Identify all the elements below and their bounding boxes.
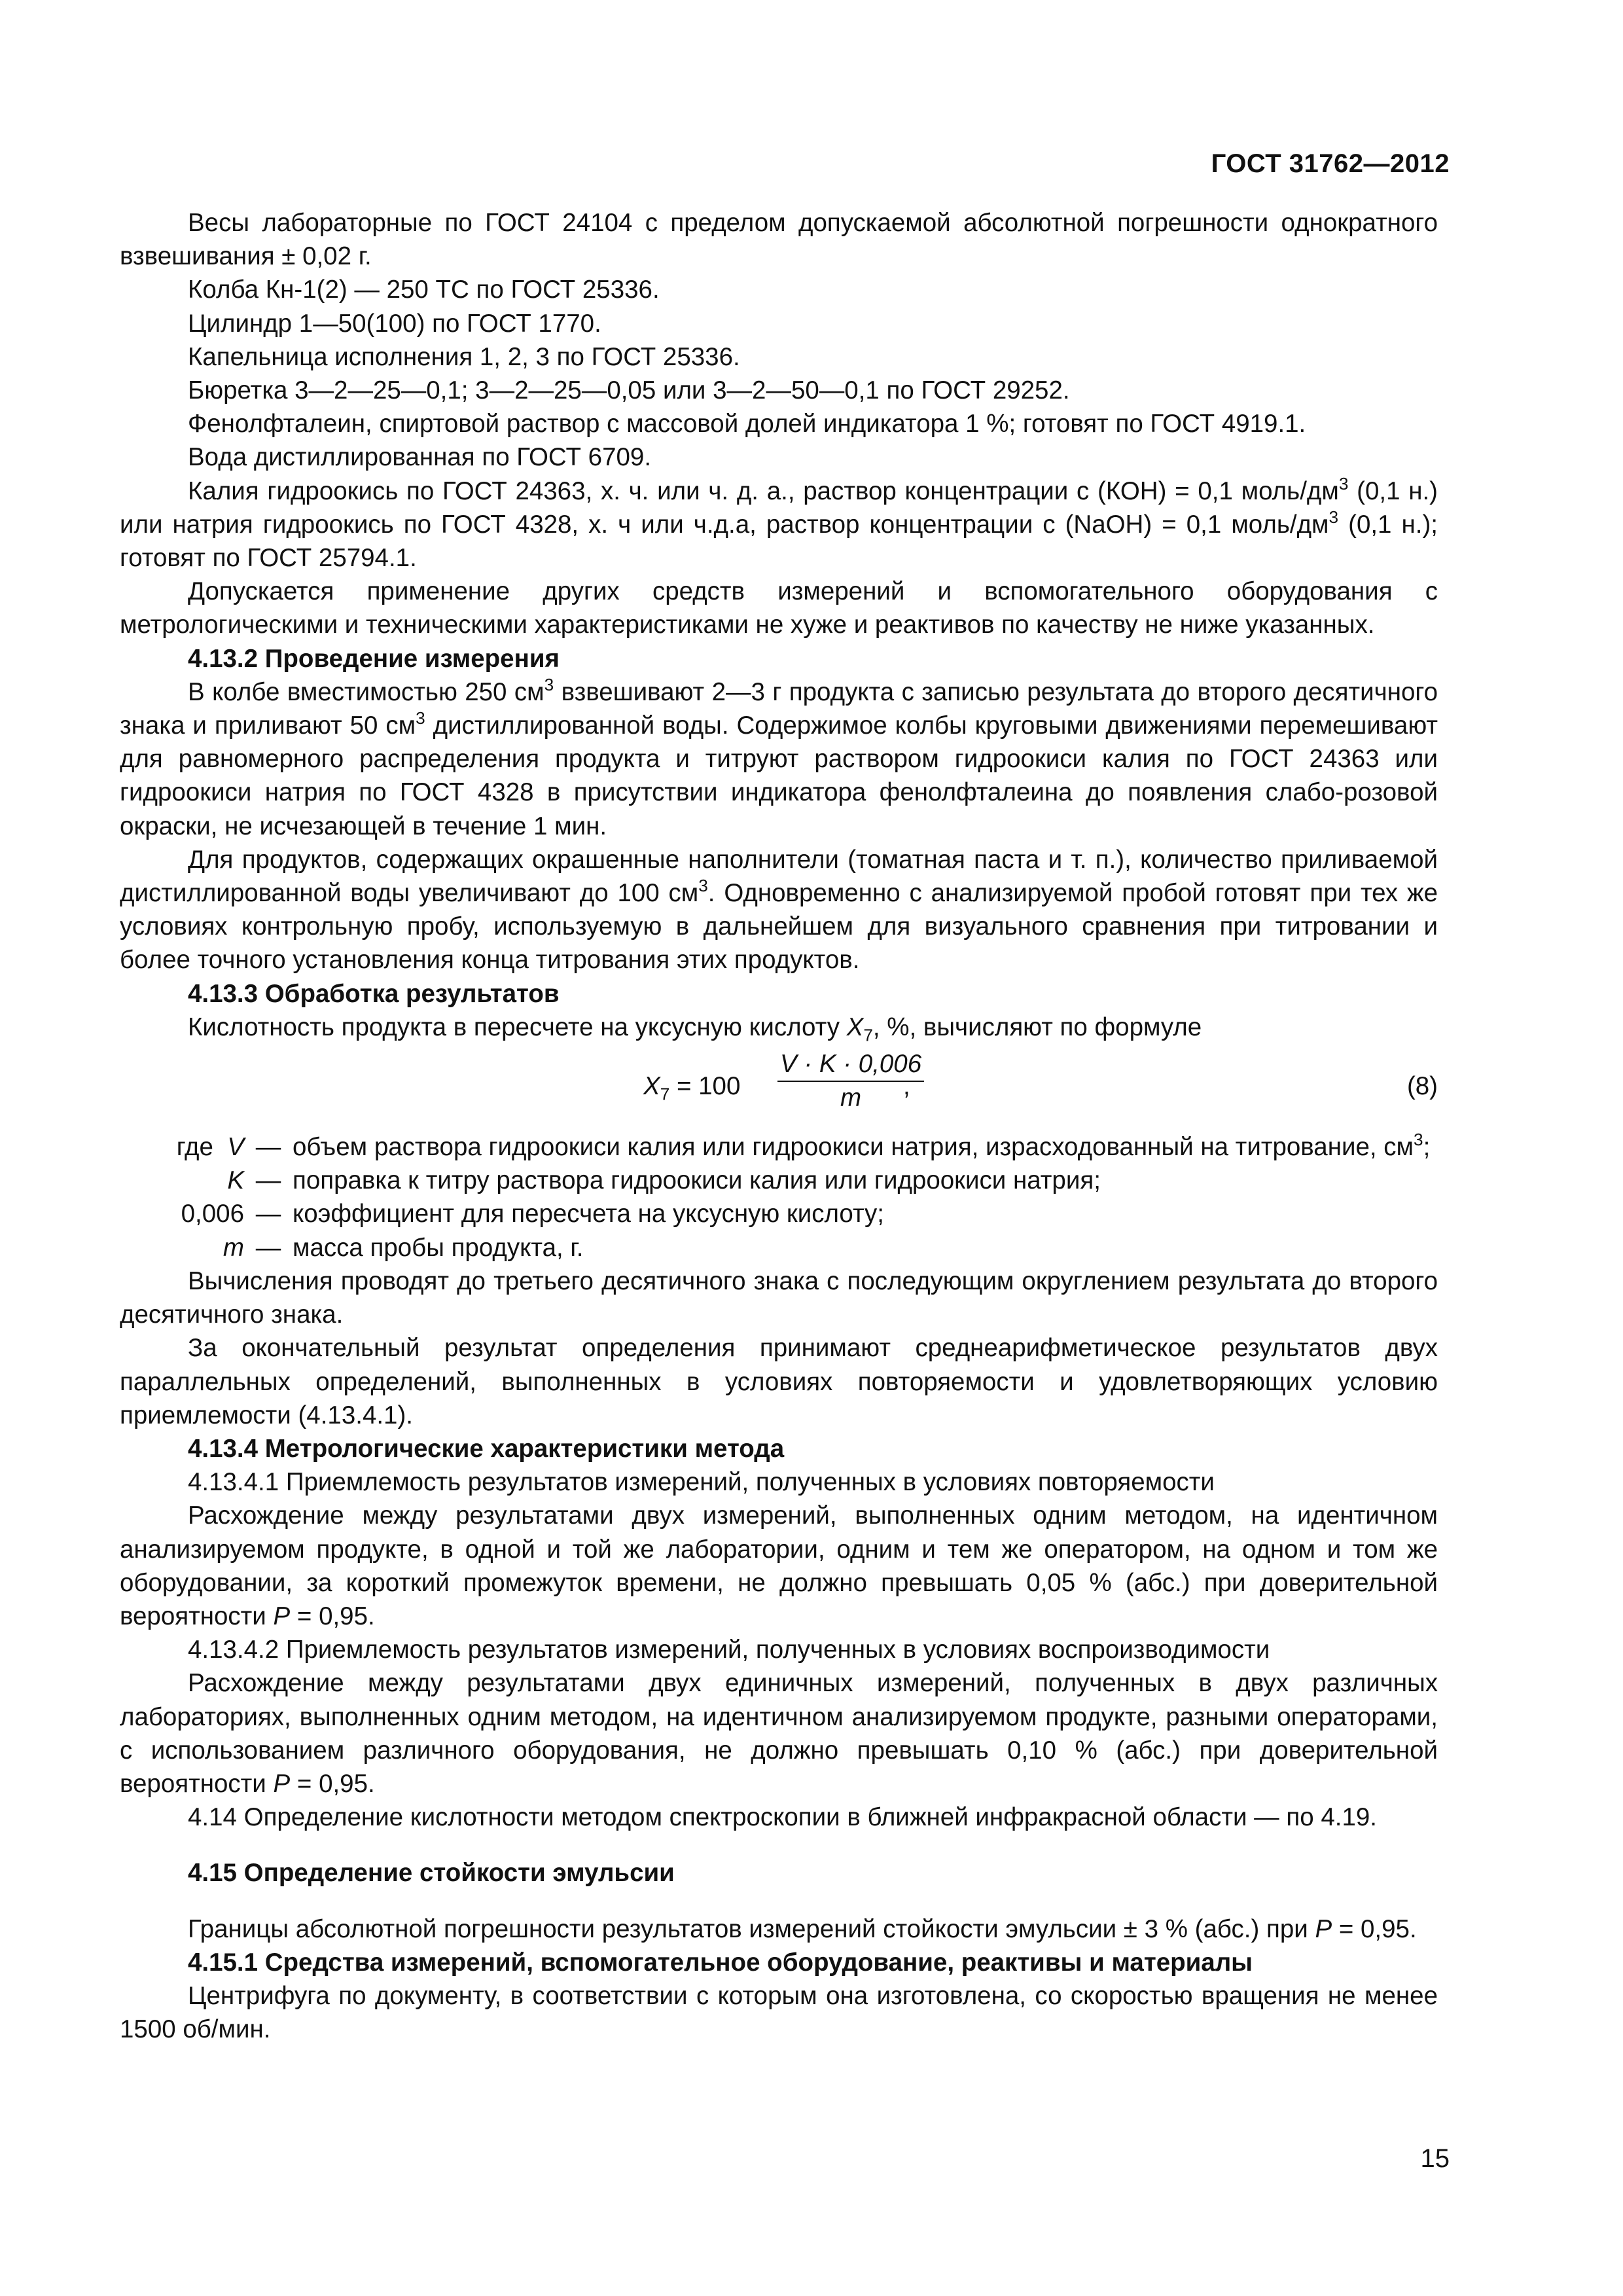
- legend-row-coefficient: [120, 1197, 1438, 1230]
- legend-dash: —: [255, 1200, 281, 1229]
- paragraph-reproducibility: [120, 1666, 1438, 1801]
- formula-comma: ,: [903, 1072, 910, 1101]
- paragraph-flask: Колба Кн-1(2) — 250 ТС по ГОСТ 25336.: [188, 276, 660, 304]
- legend-symbol: K: [227, 1166, 244, 1195]
- formula-numerator: V · K · 0,006: [777, 1048, 924, 1082]
- formula-lhs: [643, 1072, 741, 1104]
- paragraph-repeatability-title: 4.13.4.1 Приемлемость результатов измерений, полученных в условиях повторяемости: [188, 1468, 1215, 1497]
- superscript: 3: [698, 875, 708, 895]
- text-run: Расхождение между результатами двух измерений, выполненных одним методом, на идентичном анализируемом продукте, в одной и той же лаборатории, одним и тем же оператором, на одном и том же оборудовании, за короткий промежуток времени, не должно превышать 0,05 % (абс.) при доверительной вероятности: [120, 1501, 1438, 1630]
- variable-legend: [120, 1130, 1438, 1265]
- superscript: 3: [416, 708, 425, 728]
- math-symbol: V: [227, 1133, 244, 1162]
- paragraph-scales: Весы лабораторные по ГОСТ 24104 с пределом допускаемой абсолютной погрешности однократного взвешивания ± 0,02 г.: [120, 209, 1438, 271]
- formula-fraction: [777, 1048, 924, 1115]
- legend-dash: —: [255, 1233, 281, 1262]
- paragraph-hydroxide: [120, 475, 1438, 575]
- legend-text: масса пробы продукта, г.: [293, 1233, 584, 1262]
- legend-lead-word: где: [176, 1133, 213, 1162]
- formula-8: [120, 1048, 1438, 1126]
- text-run: объем раствора гидроокиси калия или гидроокиси натрия, израсходованный на титрование, см: [293, 1133, 1414, 1162]
- legend-dash: —: [255, 1133, 281, 1162]
- superscript: 3: [1414, 1129, 1423, 1149]
- text-run: (0,1 н.) или натрия гидроокись по ГОСТ 4328, х. ч или ч.д.а, раствор концентрации с (NaOH) = 0,1 моль/дм: [120, 476, 1438, 539]
- superscript: 3: [544, 674, 554, 694]
- text-run: (0,1 н.); готовят по ГОСТ 25794.1.: [120, 510, 1438, 573]
- text-run: В колбе вместимостью 250 см: [188, 677, 544, 706]
- text-run: = 0,95.: [290, 1602, 375, 1630]
- text-run: Расхождение между результатами двух единичных измерений, полученных в двух различных лабораториях, выполненных одним методом, на идентичном анализируемом продукте, разными операторами, с использованием различного оборудования, не должно превышать 0,10 % (абс.) при доверительной вероятности: [120, 1669, 1438, 1798]
- paragraph-procedure: [120, 675, 1438, 843]
- legend-dash: —: [255, 1166, 281, 1195]
- legend-symbol: 0,006: [181, 1200, 244, 1229]
- text-run: дистиллированной воды. Содержимое колбы круговыми движениями перемешивают для равномерного распределения продукта и титруют раствором гидроокиси калия по ГОСТ 24363 или гидроокиси натрия по ГОСТ 4328 в присутствии индикатора фенолфталеина до появления слабо-розовой окраски, не исчезающей в течение 1 мин.: [120, 711, 1438, 840]
- legend-row-m: [120, 1231, 1438, 1265]
- paragraph-dropper: Капельница исполнения 1, 2, 3 по ГОСТ 25336.: [188, 342, 740, 371]
- legend-symbol: m: [223, 1233, 244, 1262]
- formula-denominator: m: [840, 1084, 862, 1113]
- paragraph-4-14: 4.14 Определение кислотности методом спектроскопии в ближней инфракрасной области — по 4.19.: [188, 1803, 1377, 1832]
- legend-text: поправка к титру раствора гидроокиси калия или гидроокиси натрия;: [293, 1166, 1101, 1195]
- formula-equals: = 100: [669, 1072, 741, 1101]
- paragraph-final-result: За окончательный результат определения принимают среднеарифметическое результатов двух параллельных определений, выполненных в условиях повторяемости и удовлетворяющих условию приемлемости (4.13.4.1).: [120, 1334, 1438, 1429]
- superscript: 3: [1338, 473, 1349, 493]
- legend-row-v: [120, 1130, 1438, 1164]
- section-heading-4-13-3: 4.13.3 Обработка результатов: [188, 979, 560, 1008]
- math-symbol: P: [273, 1602, 291, 1630]
- paragraph-cylinder: Цилиндр 1—50(100) по ГОСТ 1770.: [188, 309, 601, 338]
- text-run: = 0,95.: [1332, 1914, 1417, 1943]
- math-symbol: P: [273, 1769, 291, 1798]
- math-symbol: P: [1315, 1914, 1332, 1943]
- text-run: , %, вычисляют по формуле: [872, 1013, 1202, 1041]
- text-run: ;: [1423, 1133, 1431, 1162]
- legend-text: коэффициент для пересчета на уксусную кислоту;: [293, 1200, 884, 1229]
- paragraph-rounding: Вычисления проводят до третьего десятичного знака с последующим округлением результата до второго десятичного знака.: [120, 1266, 1438, 1329]
- paragraph-repeatability: [120, 1499, 1438, 1633]
- formula-number: (8): [1406, 1072, 1438, 1101]
- document-designation: ГОСТ 31762—2012: [1211, 149, 1450, 178]
- subscript: 7: [863, 1025, 873, 1045]
- text-run: взвешивают 2—3 г продукта с записью результата до второго десятичного знака и приливают 50 см: [120, 677, 1438, 740]
- legend-symbol: [120, 1130, 244, 1164]
- legend-text: [293, 1130, 1438, 1164]
- superscript: 3: [1329, 507, 1339, 527]
- section-heading-4-13-2: 4.13.2 Проведение измерения: [188, 644, 560, 673]
- paragraph-colored-products: [120, 843, 1438, 977]
- section-heading-4-15: 4.15 Определение стойкости эмульсии: [188, 1859, 675, 1888]
- text-run: Калия гидроокись по ГОСТ 24363, х. ч. или ч. д. а., раствор концентрации с (КОН) = 0,1 моль/дм: [188, 476, 1339, 505]
- math-symbol: X: [643, 1072, 660, 1101]
- paragraph-burette: Бюретка 3—2—25—0,1; 3—2—25—0,05 или 3—2—50—0,1 по ГОСТ 29252.: [188, 376, 1070, 405]
- paragraph-phenolphthalein: Фенолфталеин, спиртовой раствор с массовой долей индикатора 1 %; готовят по ГОСТ 4919.1.: [188, 410, 1306, 439]
- page-number: 15: [1420, 2144, 1450, 2173]
- text-run: Для продуктов, содержащих окрашенные наполнители (томатная паста и т. п.), количество приливаемой дистиллированной воды увеличивают до 100 см: [120, 845, 1438, 908]
- paragraph-water: Вода дистиллированная по ГОСТ 6709.: [188, 443, 652, 472]
- paragraph-formula-intro: [120, 1011, 1438, 1044]
- document-body: [120, 206, 1438, 2046]
- text-run: . Одновременно с анализируемой пробой готовят при тех же условиях контрольную пробу, используемую в дальнейшем для визуального сравнения при титровании и более точного установления конца титрования этих продуктов.: [120, 879, 1438, 975]
- text-run: = 0,95.: [290, 1769, 375, 1798]
- paragraph-emulsion-error: [120, 1912, 1438, 1946]
- text-run: Границы абсолютной погрешности результатов измерений стойкости эмульсии ± 3 % (абс.) при: [188, 1914, 1315, 1943]
- paragraph-reproducibility-title: 4.13.4.2 Приемлемость результатов измерений, полученных в условиях воспроизводимости: [188, 1636, 1270, 1664]
- math-symbol: X: [846, 1013, 864, 1041]
- paragraph-allowed-alternatives: Допускается применение других средств измерений и вспомогательного оборудования с метрологическими и техническими характеристиками не хуже и реактивов по качеству не ниже указанных.: [120, 577, 1438, 639]
- text-run: Кислотность продукта в пересчете на уксусную кислоту: [188, 1013, 847, 1041]
- subscript: 7: [660, 1084, 670, 1104]
- section-heading-4-15-1: 4.15.1 Средства измерений, вспомогательное оборудование, реактивы и материалы: [188, 1948, 1253, 1977]
- section-heading-4-13-4: 4.13.4 Метрологические характеристики метода: [188, 1434, 785, 1463]
- paragraph-centrifuge: Центрифуга по документу, в соответствии с которым она изготовлена, со скоростью вращения не менее 1500 об/мин.: [120, 1981, 1438, 2044]
- legend-row-k: [120, 1164, 1438, 1197]
